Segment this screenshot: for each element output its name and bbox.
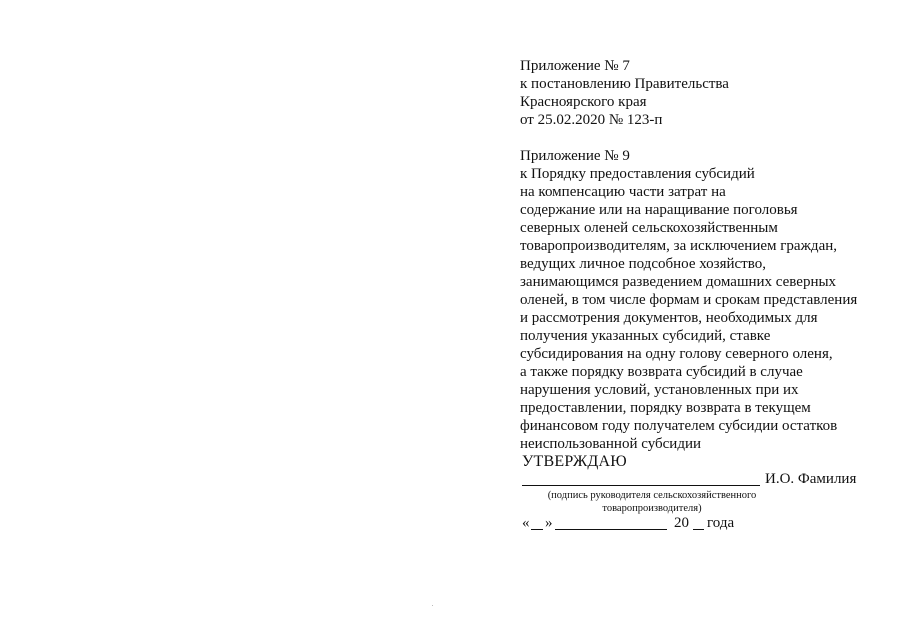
appendix-9-line: а также порядку возврата субсидий в случае xyxy=(520,364,803,380)
appendix-9-line: северных оленей сельскохозяйственным xyxy=(520,220,778,236)
appendix-9-line: финансовом году получателем субсидии остатков xyxy=(520,418,838,434)
signature-blank-line xyxy=(522,485,760,486)
appendix-9-line: нарушения условий, установленных при их xyxy=(520,382,799,398)
signature-row xyxy=(522,469,882,489)
appendix-9-line: предоставлении, порядку возврата в текущем xyxy=(520,400,811,416)
appendix-7-line: от 25.02.2020 № 123-п xyxy=(520,112,663,128)
signature-caption-line: товаропроизводителя) xyxy=(602,503,702,514)
appendix-9-line: оленей, в том числе формам и срокам представления xyxy=(520,292,858,308)
signature-caption-line: (подпись руководителя сельскохозяйственного xyxy=(547,490,757,501)
appendix-9-line: получения указанных субсидий, ставке xyxy=(520,328,771,344)
appendix-9-line: на компенсацию части затрат на xyxy=(520,184,726,200)
day-blank-line xyxy=(531,529,543,530)
appendix-9-line: субсидирования на одну голову северного оленя, xyxy=(520,346,833,362)
year-blank-line xyxy=(693,529,704,530)
year-word: года xyxy=(707,515,735,531)
appendix-7-line: к постановлению Правительства xyxy=(520,76,729,92)
appendix-7-line: Приложение № 7 xyxy=(520,58,630,74)
date-row xyxy=(522,513,772,533)
approve-heading: УТВЕРЖДАЮ xyxy=(522,453,627,470)
signer-name: И.О. Фамилия xyxy=(765,471,857,487)
month-blank-line xyxy=(555,529,667,530)
appendix-9-line: содержание или на наращивание поголовья xyxy=(520,202,798,218)
appendix-9-line: товаропроизводителям, за исключением граждан, xyxy=(520,238,837,254)
signature-caption xyxy=(522,489,782,515)
year-prefix: 20 xyxy=(674,515,689,531)
appendix-9-line: неиспользованной субсидии xyxy=(520,436,702,452)
appendix-9-line: занимающимся разведением домашних северных xyxy=(520,274,837,290)
appendix-9-line: ведущих личное подсобное хозяйство, xyxy=(520,256,766,272)
appendix-9-header xyxy=(520,147,890,453)
appendix-7-header xyxy=(520,57,890,129)
appendix-9-line: к Порядку предоставления субсидий xyxy=(520,166,755,182)
scan-speck xyxy=(432,605,433,606)
date-close-quote: » xyxy=(545,515,553,531)
appendix-9-line: и рассмотрения документов, необходимых для xyxy=(520,310,818,326)
appendix-7-line: Красноярского края xyxy=(520,94,647,110)
date-open-quote: « xyxy=(522,515,530,531)
appendix-9-line: Приложение № 9 xyxy=(520,148,630,164)
